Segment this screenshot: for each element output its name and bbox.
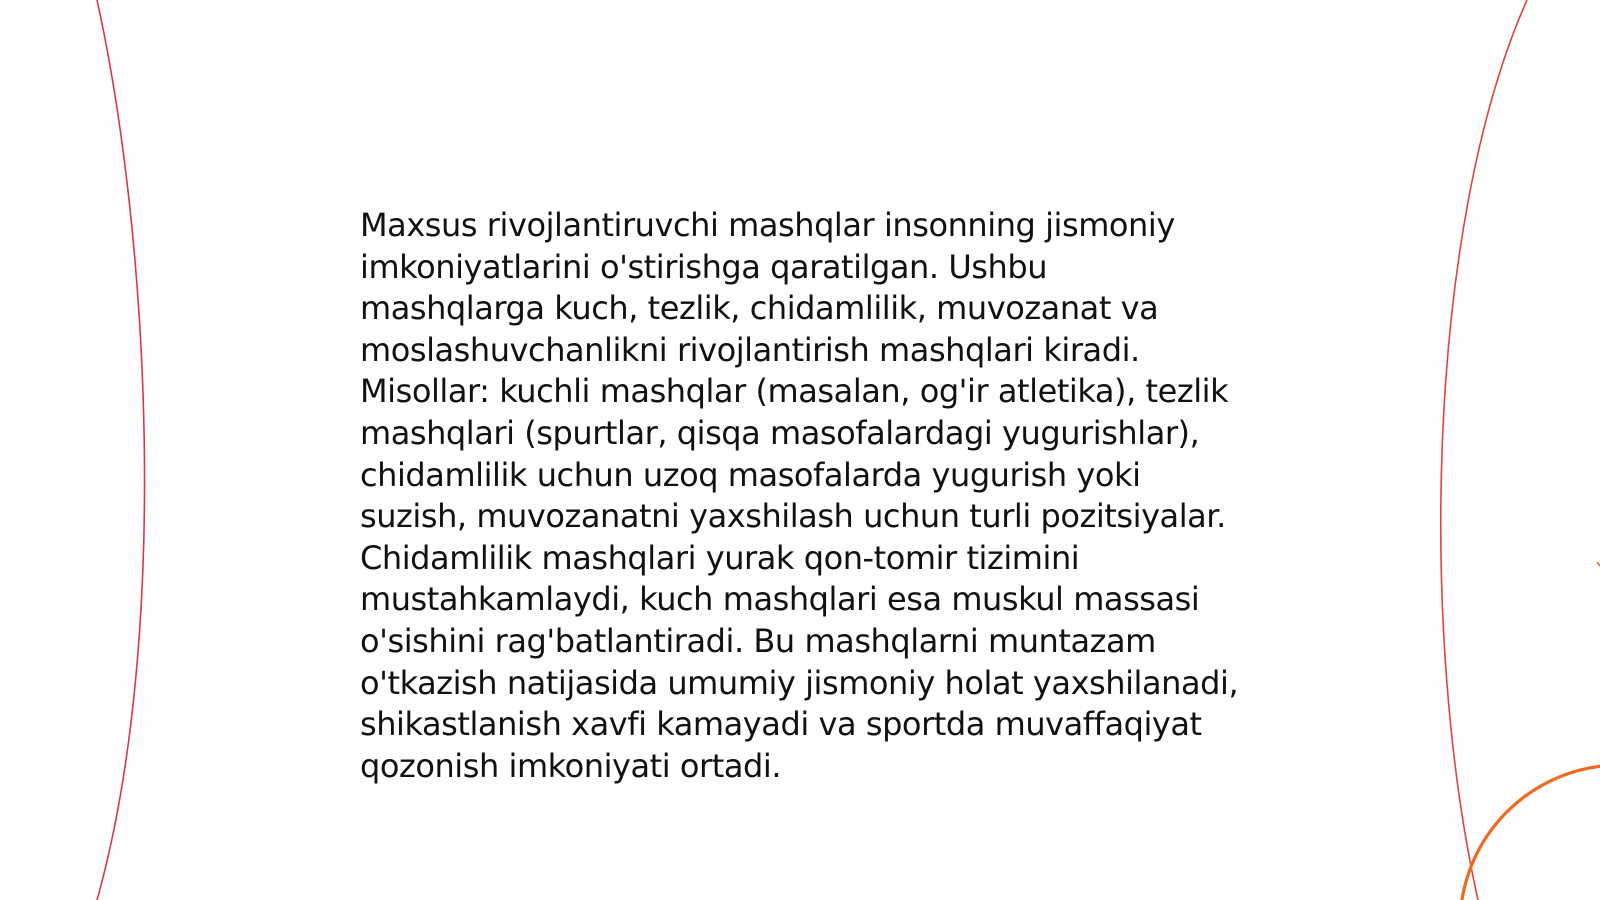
right-arc-line	[1441, 0, 1527, 900]
slide-body-text: Maxsus rivojlantiruvchi mashqlar insonning jismoniy imkoniyatlarini o'stirishga qaratilgan. Ushbu mashqlarga kuch, tezlik, chidamlilik, muvozanat va moslashuvchanlikni rivojlantirish mashqlari kiradi. Misollar: kuchli mashqlar (masalan, og'ir atletika), tezlik mashqlari (spurtlar, qisqa masofalardagi yugurishlar), chidamlilik uchun uzoq masofalarda yugurish yoki suzish, muvozanatni yaxshilash uchun turli pozitsiyalar. Chidamlilik mashqlari yurak qon-tomir tizimini mustahkamlaydi, kuch mashqlari esa muskul massasi o'sishini rag'batlantiradi. Bu mashqlarni muntazam o'tkazish natijasida umumiy jismoniy holat yaxshilanadi, shikastlanish xavfi kamayadi va sportda muvaffaqiyat qozonish imkoniyati ortadi.	[360, 206, 1239, 785]
accent-circle	[1460, 765, 1600, 900]
left-arc-line	[97, 0, 145, 900]
